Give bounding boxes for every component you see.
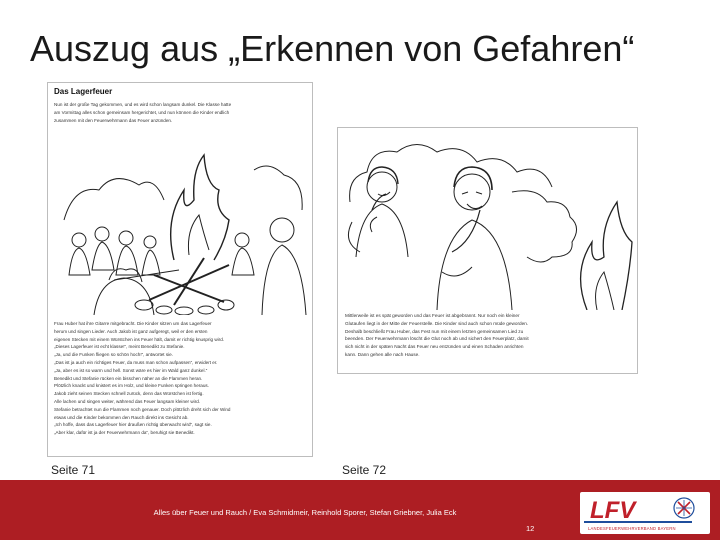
footer-credit: Alles über Feuer und Rauch / Eva Schmidmeir, Reinhold Sporer, Stefan Griebner, Julia Eck — [153, 508, 457, 517]
text-line: „Ja, und die Funken fliegen so schön hoch!“, antwortet sie. — [54, 352, 173, 358]
text-line: herum und singen Lieder. Auch Jakob ist ganz aufgeregt, weil er den ersten — [54, 328, 208, 334]
text-line: eigenen Stecken mit einem Würstchen ins Feuer hält, damit er richtig knusprig wird. — [54, 336, 225, 342]
text-line: zusammen mit den Feuerwehrmann das Feuer anzünden. — [54, 117, 173, 123]
text-line: Benedikt und Stefanie rücken ein bisschen näher an die Flammen heran. — [54, 375, 203, 381]
text-line: Mittlerweile ist es spät geworden und das Feuer ist abgebrannt. Nur noch ein kleiner — [345, 313, 520, 318]
text-line: am Vormittag alles schon gemeinsam hergerichtet, und nun können die Kinder endlich — [54, 109, 230, 115]
logo-subtitle: LANDESFEUERWEHRVERBAND BAYERN — [588, 526, 676, 531]
lfv-logo — [580, 492, 710, 534]
story-text — [345, 312, 633, 359]
slide-number: 12 — [526, 524, 535, 533]
book-page-72 — [337, 127, 638, 374]
page-heading: Das Lagerfeuer — [54, 87, 113, 96]
text-line: „Dieses Lagerfeuer ist echt klasse!“, meint Benedikt zu Stefanie. — [54, 344, 185, 350]
text-line: sich nicht in der späten Nacht das Feuer neu entzünden und einen Schaden anrichten — [345, 344, 524, 350]
text-line: Deshalb beschließt Frau Huber, das Fest nun mit einem letzten gemeinsamen Lied zu — [345, 328, 524, 334]
smoke-illustration — [342, 132, 635, 310]
text-line: Glutaufen liegt in der Mitte der Feuerstelle. Die Kinder sind auch schon müde geworden. — [345, 320, 529, 326]
text-line: „Das ist ja auch ein richtiges Feuer, da muss man schon aufpassen“, erwidert er. — [54, 359, 218, 365]
text-line: Alle lachen und singen weiter, während das Feuer langsam kleiner wird. — [54, 398, 201, 404]
logo-text: LFV — [590, 497, 636, 524]
intro-text — [54, 101, 308, 124]
campfire-illustration — [54, 130, 308, 315]
text-line: beenden. Der Feuerwehrmann löscht die Glut noch ab und sichert den Feuerplatz, damit — [345, 336, 529, 342]
text-line: „Ja, aber es ist so warm und hell. Sonst wäre es hier im Wald ganz dunkel.“ — [54, 367, 208, 373]
story-text — [54, 320, 308, 437]
text-line: Jakob zieht seinen Stecken schnell zurück, denn das Würstchen ist fertig. — [54, 391, 204, 397]
text-line: Frau Huber hat ihre Gitarre mitgebracht. Die Kinder sitzen um das Lagerfeuer — [54, 321, 212, 326]
text-line: kann. Dann gehen alle nach Hause. — [345, 351, 420, 357]
page-caption-left: Seite 71 — [51, 463, 96, 477]
book-page-71 — [47, 82, 313, 457]
text-line: Nun ist der große Tag gekommen, und es wird schon langsam dunkel. Die Klasse hatte — [54, 102, 232, 107]
text-line: Plötzlich knackt und knistert es im Holz, und kleine Funken springen heraus. — [54, 383, 209, 389]
text-line: „Aber klar, dafür ist ja der Feuerwehrmann da“, beruhigt sie Benedikt. — [54, 430, 195, 436]
page-caption-right: Seite 72 — [342, 463, 387, 477]
text-line: etwas und die Kinder bekommen den Rauch direkt ins Gesicht ab. — [54, 414, 189, 420]
slide-title: Auszug aus „Erkennen von Gefahren“ — [30, 28, 635, 69]
text-line: „Ich hoffe, dass das Lagerfeuer hier draußen richtig überwacht wird“, sagt sie. — [54, 422, 212, 428]
text-line: Stefanie betrachtet nun die Flammen noch genauer. Doch plötzlich dreht sich der Wind — [54, 406, 231, 412]
